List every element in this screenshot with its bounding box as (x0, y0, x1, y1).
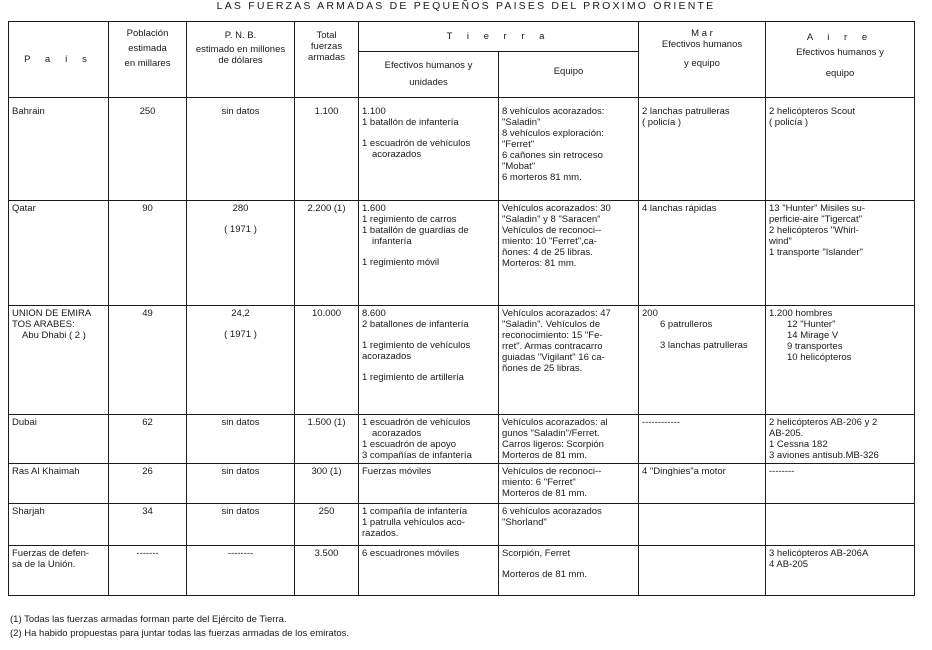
cell-efectivos (359, 201, 499, 306)
header-aire (766, 22, 915, 98)
cell-poblacion (109, 201, 187, 306)
cell-total (295, 201, 359, 306)
header-total-line: Total (316, 30, 337, 41)
cell-line: 34 (142, 506, 153, 517)
cell-line: 1 transporte "Islander" (769, 247, 863, 258)
cell-aire (766, 201, 915, 306)
cell-aire (766, 504, 915, 546)
cell-line: 4 "Dinghies"a motor (642, 466, 726, 477)
cell-pais (9, 306, 109, 415)
cell-line: 1.600 (362, 203, 386, 214)
cell-total (295, 98, 359, 201)
cell-pnb (187, 504, 295, 546)
table-row (9, 306, 915, 415)
cell-line: 12 "Hunter" (787, 319, 836, 330)
cell-line: 6 morteros 81 mm. (502, 172, 582, 183)
cell-line: reconocimiento: 15 "Fe- (502, 330, 603, 341)
cell-line: UNION DE EMIRA (12, 308, 92, 319)
cell-line: miento: 10 "Ferret",ca- (502, 236, 597, 247)
cell-mar (639, 415, 766, 464)
cell-equipo (499, 546, 639, 596)
cell-line: 1 escuadrón de apoyo (362, 439, 457, 450)
cell-line: 3.500 (314, 548, 339, 559)
cell-line: acorazados (372, 428, 422, 439)
header-mar-line: M a r (691, 28, 713, 39)
cell-line: 4 AB-205 (769, 559, 809, 570)
cell-pais (9, 415, 109, 464)
cell-pnb (187, 201, 295, 306)
cell-line: 62 (142, 417, 153, 428)
header-mar-line: Efectivos humanos (661, 39, 743, 50)
cell-line: 2 batallones de infantería (362, 319, 469, 330)
footnote-1: (1) Todas las fuerzas armadas forman parte del Ejército de Tierra. (10, 614, 287, 625)
cell-line: 1 regimiento de vehículos (362, 340, 471, 351)
cell-line: wind" (769, 236, 792, 247)
cell-efectivos (359, 98, 499, 201)
cell-line: "Saladin" (502, 117, 541, 128)
cell-pais (9, 98, 109, 201)
cell-line: Fuerzas de defen- (12, 548, 90, 559)
cell-line: acorazados (362, 351, 412, 362)
cell-line: 1 escuadrón de vehículos (362, 417, 471, 428)
cell-line: infantería (372, 236, 412, 247)
cell-pnb (187, 98, 295, 201)
cell-line: Vehículos de reconoci-- (502, 466, 602, 477)
cell-line: 14 Mirage V (787, 330, 839, 341)
cell-equipo (499, 415, 639, 464)
cell-line: AB-205. (769, 428, 804, 439)
cell-line: 250 (139, 106, 156, 117)
cell-line: 1 batallón de infantería (362, 117, 459, 128)
cell-line: 10 helicópteros (787, 352, 852, 363)
cell-total (295, 306, 359, 415)
header-total-line: armadas (308, 52, 345, 63)
cell-line: sin datos (221, 417, 260, 428)
header-pnb-line: P. N. B. (224, 30, 257, 41)
cell-pais (9, 546, 109, 596)
cell-line: Fuerzas móviles (362, 466, 432, 477)
cell-line: Morteros de 81 mm. (502, 450, 587, 461)
table-body (9, 98, 915, 596)
cell-mar (639, 504, 766, 546)
cell-line: Morteros de 81 mm. (502, 488, 587, 499)
cell-efectivos (359, 464, 499, 504)
cell-line: 6 patrulleros (660, 319, 713, 330)
cell-pais (9, 504, 109, 546)
cell-line: 2.200 (1) (307, 203, 346, 214)
cell-line: sin datos (221, 466, 260, 477)
cell-line: 1 regimiento móvil (362, 257, 440, 268)
header-aire-line: Efectivos humanos y (796, 47, 884, 58)
cell-pnb (187, 415, 295, 464)
table-row (9, 464, 915, 504)
cell-line: 1 Cessna 182 (769, 439, 828, 450)
cell-line: "Saladin" y 8 "Saracen" (502, 214, 601, 225)
header-tierra-efectivos-line: unidades (409, 77, 448, 88)
cell-poblacion (109, 464, 187, 504)
footnote-2: (2) Ha habido propuestas para juntar todas las fuerzas armadas de los emiratos. (10, 628, 350, 639)
header-tierra-equipo (499, 52, 639, 98)
cell-total (295, 464, 359, 504)
header-pnb (187, 22, 295, 98)
cell-line: 90 (142, 203, 153, 214)
cell-mar (639, 464, 766, 504)
cell-line: acorazados (372, 149, 422, 160)
cell-line: miento: 6 "Ferret" (502, 477, 576, 488)
cell-efectivos (359, 504, 499, 546)
cell-pnb (187, 464, 295, 504)
cell-line: Morteros de 81 mm. (502, 569, 587, 580)
header-aire-line: A i r e (806, 32, 874, 43)
cell-line: 6 vehículos acorazados (502, 506, 602, 517)
header-poblacion-line: Población (126, 28, 169, 39)
cell-line: 1 batallón de guardias de (362, 225, 469, 236)
cell-equipo (499, 201, 639, 306)
cell-line: 4 lanchas rápidas (642, 203, 717, 214)
cell-line: ( policía ) (642, 117, 682, 128)
cell-line: 3 lanchas patrulleras (660, 340, 748, 351)
cell-line: "Saladin". Vehículos de (502, 319, 601, 330)
cell-line: ( policía ) (769, 117, 809, 128)
cell-line: rret". Armas contracarro (502, 341, 603, 352)
cell-line: 280 (232, 203, 249, 214)
cell-efectivos (359, 306, 499, 415)
cell-pnb (187, 306, 295, 415)
cell-poblacion (109, 415, 187, 464)
cell-line: -------- (769, 466, 795, 477)
cell-line: 1 patrulla vehículos aco- (362, 517, 465, 528)
cell-line: 1 regimiento de artillería (362, 372, 464, 383)
cell-line: 6 escuadrones móviles (362, 548, 460, 559)
cell-line: "Shorland" (502, 517, 547, 528)
header-tierra-label: T i e r r a (446, 31, 551, 42)
header-tierra-equipo-label: Equipo (553, 66, 584, 77)
cell-line: sin datos (221, 506, 260, 517)
header-poblacion-line: en millares (124, 58, 171, 69)
cell-mar (639, 201, 766, 306)
cell-line: Abu Dhabi ( 2 ) (22, 330, 86, 341)
cell-aire (766, 546, 915, 596)
cell-poblacion (109, 306, 187, 415)
cell-line: 8 vehículos exploración: (502, 128, 604, 139)
header-tierra (359, 22, 639, 52)
cell-line: 24,2 (231, 308, 250, 319)
cell-line: 8 vehículos acorazados: (502, 106, 605, 117)
cell-poblacion (109, 546, 187, 596)
cell-line: 2 lanchas patrulleras (642, 106, 730, 117)
cell-line: 1.200 hombres (769, 308, 833, 319)
cell-line: 8.600 (362, 308, 386, 319)
cell-line: ñones de 25 libras. (502, 363, 583, 374)
table-row (9, 415, 915, 464)
cell-mar (639, 546, 766, 596)
table-row (9, 201, 915, 306)
cell-line: 250 (318, 506, 335, 517)
cell-line: gunos "Saladin"/Ferret. (502, 428, 600, 439)
cell-line: 1 escuadrón de vehículos (362, 138, 471, 149)
page-title: LAS FUERZAS ARMADAS DE PEQUEÑOS PAISES DEL PROXIMO ORIENTE (216, 0, 716, 12)
footnotes (10, 613, 349, 641)
cell-efectivos (359, 415, 499, 464)
cell-pais (9, 464, 109, 504)
cell-line: ( 1971 ) (224, 224, 257, 235)
header-pnb-line: estimado en millones de dólares (195, 44, 286, 66)
header-total-line: fuerzas (310, 41, 343, 52)
cell-line: 3 aviones antisub.MB-326 (769, 450, 879, 461)
cell-line: Vehículos de reconoci-- (502, 225, 602, 236)
cell-equipo (499, 98, 639, 201)
cell-line: Vehículos acorazados: 30 (502, 203, 611, 214)
header-pais (9, 22, 109, 98)
header-mar (639, 22, 766, 98)
cell-mar (639, 306, 766, 415)
cell-line: Ras Al Khaimah (12, 466, 80, 477)
cell-line: 2 helicópteros AB-206 y 2 (769, 417, 878, 428)
cell-line: ñones: 4 de 25 libras. (502, 247, 593, 258)
cell-line: razados. (362, 528, 399, 539)
cell-line: sin datos (221, 106, 260, 117)
header-tierra-efectivos (359, 52, 499, 98)
cell-line: 1 regimiento de carros (362, 214, 457, 225)
cell-aire (766, 415, 915, 464)
cell-line: Scorpión, Ferret (502, 548, 571, 559)
cell-line: 1.500 (1) (307, 417, 346, 428)
header-poblacion (109, 22, 187, 98)
cell-line: "Mobat" (502, 161, 536, 172)
cell-equipo (499, 464, 639, 504)
cell-line: Dubai (12, 417, 37, 428)
cell-line: Carros ligeros: Scorpión (502, 439, 604, 450)
cell-line: Morteros: 81 mm. (502, 258, 577, 269)
cell-line: 9 transportes (787, 341, 843, 352)
cell-line: ( 1971 ) (224, 329, 257, 340)
cell-aire (766, 464, 915, 504)
cell-line: 1 compañía de infantería (362, 506, 468, 517)
table-row (9, 546, 915, 596)
cell-line: 26 (142, 466, 153, 477)
header-tierra-efectivos-line: Efectivos humanos y (384, 60, 473, 71)
cell-line: Vehículos acorazados: 47 (502, 308, 611, 319)
cell-line: Sharjah (12, 506, 45, 517)
cell-pais (9, 201, 109, 306)
cell-line: 49 (142, 308, 153, 319)
cell-poblacion (109, 98, 187, 201)
cell-equipo (499, 504, 639, 546)
cell-equipo (499, 306, 639, 415)
cell-pnb (187, 546, 295, 596)
cell-line: ------------ (642, 417, 680, 428)
forces-table (8, 21, 915, 596)
cell-line: Bahrain (12, 106, 45, 117)
cell-line: 2 helicópteros "Whirl- (769, 225, 859, 236)
cell-efectivos (359, 546, 499, 596)
cell-line: Qatar (12, 203, 36, 214)
table-row (9, 98, 915, 201)
cell-mar (639, 98, 766, 201)
cell-line: 3 compañías de infantería (362, 450, 472, 461)
cell-total (295, 504, 359, 546)
cell-total (295, 546, 359, 596)
cell-line: 200 (642, 308, 658, 319)
cell-line: TOS ARABES: (12, 319, 75, 330)
cell-line: 6 cañones sin retroceso (502, 150, 603, 161)
cell-total (295, 415, 359, 464)
header-row-top (9, 22, 915, 52)
cell-line: 3 helicópteros AB-206A (769, 548, 869, 559)
header-mar-line: y equipo (684, 58, 720, 69)
cell-line: perficie-aire "Tigercat" (769, 214, 862, 225)
cell-line: 1.100 (314, 106, 339, 117)
cell-line: 1.100 (362, 106, 386, 117)
cell-line: 10.000 (311, 308, 342, 319)
header-total (295, 22, 359, 98)
cell-aire (766, 306, 915, 415)
cell-line: 13 "Hunter" Misiles su- (769, 203, 865, 214)
header-pais-label: P a í s (24, 54, 93, 65)
cell-line: -------- (227, 548, 254, 559)
cell-line: guiadas "Vigilant" 16 ca- (502, 352, 605, 363)
cell-line: 2 helicópteros Scout (769, 106, 856, 117)
header-aire-line: equipo (825, 68, 855, 79)
cell-line: "Ferret" (502, 139, 535, 150)
header-poblacion-line: estimada (128, 43, 167, 54)
cell-line: sa de la Unión. (12, 559, 76, 570)
cell-aire (766, 98, 915, 201)
cell-line: Vehículos acorazados: al (502, 417, 608, 428)
cell-line: 300 (1) (311, 466, 342, 477)
table-row (9, 504, 915, 546)
cell-poblacion (109, 504, 187, 546)
cell-line: ------- (136, 548, 159, 559)
